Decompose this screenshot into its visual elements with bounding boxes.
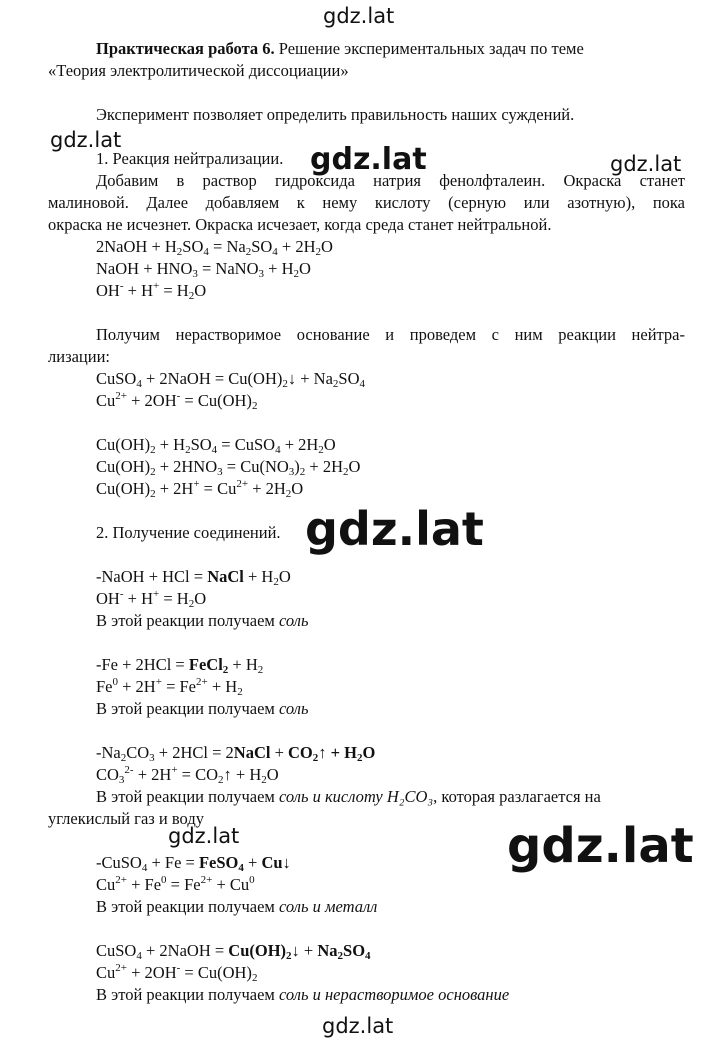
watermark-bottom: gdz.lat: [322, 1014, 394, 1038]
ionic-equation: $Cu(OH)_2 + 2H^+ = Cu^{2+} + 2H_2O$: [96, 478, 304, 500]
result-line: В этой реакции получаем соль и металл: [96, 897, 378, 916]
equation: CuSO$_4$ + 2NaOH = $Cu(OH)_2↓ + Na_2SO_4$: [96, 941, 371, 962]
ionic-equation: $OH^- + H^+ = H_2O$: [96, 280, 207, 302]
watermark-left: gdz.lat: [50, 128, 122, 152]
section1-text-line4: Получим нерастворимое основание и проведем с ним реакции нейтра-: [96, 325, 685, 344]
result-line: В этой реакции получаем соль: [96, 611, 309, 630]
watermark-mid-left: gdz.lat: [168, 824, 240, 848]
equation: $-Na_2CO_3 + 2HCl$ = 2NaCl + $CO_2↑ + H_2O$: [96, 743, 376, 764]
equation: CuSO$_4$ + 2NaOH = $Cu(OH)_2↓ + Na_2SO_4$: [96, 369, 366, 390]
heading-line1: Практическая работа 6. Решение экспериментальных задач по теме: [96, 39, 584, 58]
section1-text-line2: малиновой. Далее добавляем к нему кислоту (серную или азотную), пока: [48, 193, 685, 212]
equation: -CuSO$_4$ + Fe = FeSO$_4$ + Cu↓: [96, 853, 291, 874]
result-line: В этой реакции получаем соль: [96, 699, 309, 718]
result-line: В этой реакции получаем соль и кислоту H₂CO₃, которая разлагается на: [96, 787, 601, 806]
section1-text-line5: лизации:: [48, 347, 110, 366]
equation: $Cu(OH)_2 + 2HNO_3 = Cu(NO_3)_2 + 2H_2O$: [96, 457, 361, 478]
intro-text: Эксперимент позволяет определить правильность наших суждений.: [96, 105, 575, 124]
equation: 2NaOH + $H_2SO_4 = Na_2SO_4 + 2H_2O$: [96, 237, 333, 258]
section1-title: 1. Реакция нейтрализации.: [96, 149, 284, 168]
watermark-center-top: gdz.lat: [310, 142, 427, 177]
section1-text-line3: окраска не исчезнет. Окраска исчезает, когда среда станет нейтральной.: [48, 215, 552, 234]
equation: NaOH + $HNO_3$ = NaNO$_3$ + $H_2O$: [96, 259, 311, 280]
watermark-center: gdz.lat: [305, 502, 484, 556]
section1-text-line1: Добавим в раствор гидроксида натрия фенолфталеин. Окраска станет: [96, 171, 685, 190]
section2-title: 2. Получение соединений.: [96, 523, 281, 542]
watermark-top: gdz.lat: [323, 4, 395, 28]
ionic-equation: $CO_3^{2-} + 2H^+$ = $CO_2↑ + H_2O$: [96, 764, 279, 786]
result-line: В этой реакции получаем соль и нерастворимое основание: [96, 985, 510, 1004]
equation: $Cu(OH)_2 + H_2SO_4$ = CuSO$_4$ + $2H_2O$: [96, 435, 336, 456]
equation: -Fe + 2HCl = FeCl$_2$ + $H_2$: [96, 655, 264, 676]
equation: -NaOH + HCl = NaCl + $H_2O$: [96, 567, 291, 588]
ionic-equation: $Cu^{2+} + 2OH^- = Cu(OH)_2$: [96, 962, 258, 984]
ionic-equation: $OH^- + H^+ = H_2O$: [96, 588, 207, 610]
heading-line2: «Теория электролитической диссоциации»: [48, 61, 349, 80]
ionic-equation: $Cu^{2+} + Fe^0 = Fe^{2+} + Cu^0$: [96, 874, 255, 894]
ionic-equation: $Cu^{2+} + 2OH^- = Cu(OH)_2$: [96, 390, 258, 412]
watermark-right-top: gdz.lat: [610, 152, 682, 176]
ionic-equation: $Fe^0 + 2H^+ = Fe^{2+} + H_2$: [96, 676, 243, 698]
watermark-right-large: gdz.lat: [507, 818, 694, 874]
result-line-continued: углекислый газ и воду: [48, 809, 204, 828]
